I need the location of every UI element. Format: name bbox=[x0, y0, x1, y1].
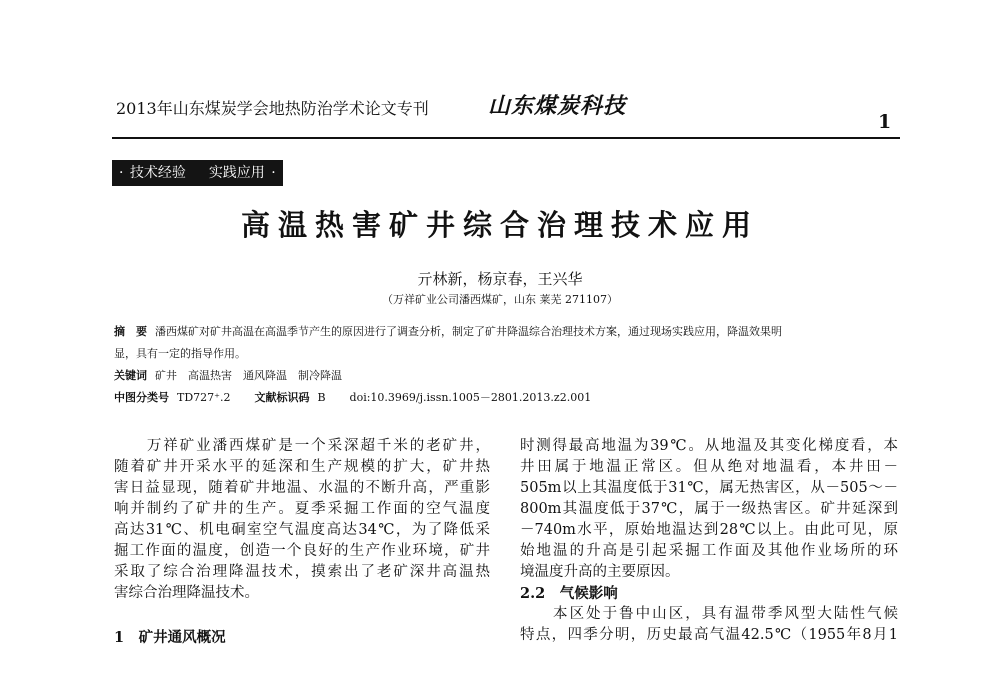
left-line: 害综合治理降温技术。 bbox=[114, 585, 259, 601]
section-heading-1: 1 矿井通风概况 bbox=[114, 629, 226, 646]
right-column bbox=[520, 436, 898, 646]
right-line: 始地温的升高是引起采掘工作面及其他作业场所的环 bbox=[520, 543, 898, 559]
left-line: 害日益显现，随着矿井地温、水温的不断升高，严重影 bbox=[114, 480, 490, 496]
right-line: 505m以上其温度低于31℃，属无热害区，从－505～－ bbox=[520, 480, 898, 496]
section-tag-label-1: 技术经验 bbox=[129, 165, 186, 181]
section-tag-dot-left: · bbox=[119, 165, 124, 181]
right-line: 本区处于鲁中山区，具有温带季风型大陆性气候 bbox=[520, 606, 898, 622]
left-line: 高达31℃、机电硐室空气温度高达34℃，为了降低采 bbox=[114, 522, 490, 538]
journal-issue: 2013年山东煤炭学会地热防治学术论文专刊 bbox=[116, 99, 429, 118]
right-line: 时测得最高地温为39℃。从地温及其变化梯度看，本 bbox=[520, 438, 898, 454]
right-line: 800m其温度低于37℃，属于一级热害区。矿井延深到 bbox=[520, 501, 898, 517]
right-line: 井田属于地温正常区。但从绝对地温看，本井田－ bbox=[520, 459, 898, 475]
doc-code-label: 文献标识码 bbox=[254, 391, 310, 404]
keywords-value: 矿井 高温热害 通风降温 制冷降温 bbox=[155, 369, 342, 382]
abstract-text-2: 显，具有一定的指导作用。 bbox=[114, 347, 246, 360]
left-line: 响并制约了矿井的生产。夏季采掘工作面的空气温度 bbox=[114, 501, 490, 517]
classification-value: TD727⁺.2 bbox=[177, 391, 231, 404]
abstract-line-1 bbox=[114, 323, 782, 339]
classification-line bbox=[114, 389, 591, 405]
right-line: 特点，四季分明，历史最高气温42.5℃（1955年8月1 bbox=[520, 627, 898, 643]
section-tag-dot-right: · bbox=[271, 165, 276, 181]
abstract-label: 摘 要 bbox=[114, 325, 147, 338]
left-line: 采取了综合治理降温技术，摸索出了老矿深井高温热 bbox=[114, 564, 490, 580]
affiliation: （万祥矿业公司潘西煤矿，山东 莱芜 271107） bbox=[382, 293, 618, 306]
left-line: 万祥矿业潘西煤矿是一个采深超千米的老矿井， bbox=[114, 438, 490, 454]
article-title: 高温热害矿井综合治理技术应用 bbox=[240, 208, 759, 242]
section-tag bbox=[112, 160, 283, 186]
left-line: 掘工作面的温度，创造一个良好的生产作业环境，矿井 bbox=[114, 543, 490, 559]
section-heading-2-2: 2.2 气候影响 bbox=[520, 585, 618, 602]
doi: doi:10.3969/j.issn.1005－2801.2013.z2.001 bbox=[349, 391, 592, 404]
section-tag-label-2: 实践应用 bbox=[208, 165, 265, 181]
page-number: 1 bbox=[878, 111, 892, 133]
left-line: 随着矿井开采水平的延深和生产规模的扩大，矿井热 bbox=[114, 459, 490, 475]
right-line: －740m水平，原始地温达到28℃以上。由此可见，原 bbox=[520, 522, 898, 538]
left-column bbox=[114, 436, 490, 648]
doc-code-value: B bbox=[317, 391, 326, 404]
authors: 亓林新，杨京春，王兴华 bbox=[417, 270, 583, 288]
abstract-text-1: 潘西煤矿对矿井高温在高温季节产生的原因进行了调查分析，制定了矿井降温综合治理技术方案，通过现场实践应用，降温效果明 bbox=[155, 325, 782, 338]
classification-label: 中图分类号 bbox=[114, 391, 169, 404]
right-line: 境温度升高的主要原因。 bbox=[520, 564, 680, 580]
keywords-label: 关键词 bbox=[114, 369, 147, 382]
journal-logo: 山东煤炭科技 bbox=[488, 93, 627, 119]
keywords-line bbox=[114, 367, 342, 383]
header-rule bbox=[112, 137, 900, 139]
